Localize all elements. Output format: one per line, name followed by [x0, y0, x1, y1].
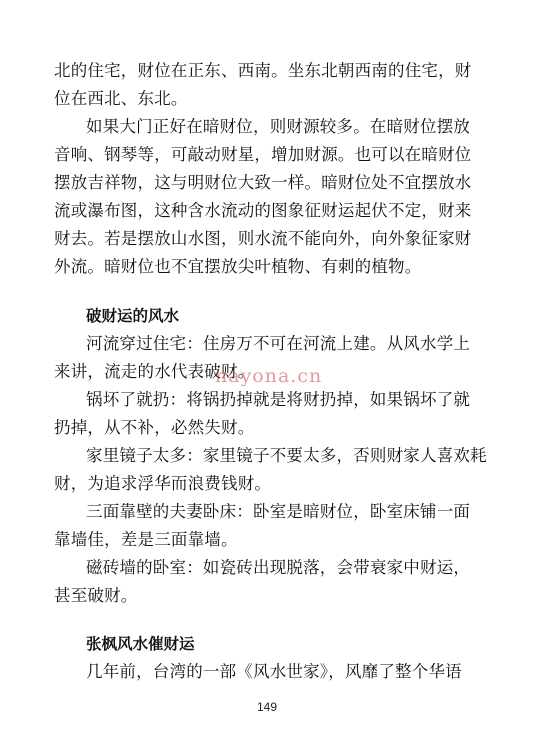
- text-line: 如果大门正好在暗财位，则财源较多。在暗财位摆放: [86, 117, 471, 136]
- text-line: 家里镜子太多：家里镜子不要太多，否则财家人喜欢耗: [86, 446, 487, 465]
- text-line: 流或瀑布图，这种含水流动的图象征财运起伏不定，财来: [54, 201, 472, 220]
- text-line: 磁砖墙的卧室：如瓷砖出现脱落，会带衰家中财运，: [86, 558, 471, 577]
- text-line: 甚至破财。: [54, 586, 138, 605]
- text-line: 几年前，台湾的一部《风水世家》，风靡了整个华语: [86, 662, 462, 681]
- text-line: 三面靠壁的夫妻卧床：卧室是暗财位，卧室床铺一面: [86, 502, 471, 521]
- text-line: 位在西北、东北。: [54, 89, 188, 108]
- text-line: 摆放吉祥物，这与明财位大致一样。暗财位处不宜摆放水: [54, 173, 472, 192]
- text-line: 靠墙佳，差是三面靠墙。: [54, 530, 238, 549]
- text-line: 锅坏了就扔：将锅扔掉就是将财扔掉，如果锅坏了就: [86, 390, 471, 409]
- watermark: nayona.cn: [215, 365, 323, 387]
- text-line: 外流。暗财位也不宜摆放尖叶植物、有刺的植物。: [54, 257, 422, 276]
- text-line: 财去。若是摆放山水图，则水流不能向外，向外象征家财: [54, 229, 472, 248]
- page-number: 149: [256, 700, 278, 714]
- section-heading: 张枫风水催财运: [86, 635, 195, 653]
- text-line: 财，为追求浮华而浪费钱财。: [54, 474, 272, 493]
- text-line: 音响、钢琴等，可敲动财星，增加财源。也可以在暗财位: [54, 145, 472, 164]
- text-line: 河流穿过住宅：住房万不可在河流上建。从风水学上: [86, 334, 471, 353]
- text-line: 北的住宅，财位在正东、西南。坐东北朝西南的住宅，财: [54, 61, 472, 80]
- text-line: 扔掉，从不补，必然失财。: [54, 418, 255, 437]
- section-heading: 破财运的风水: [86, 307, 180, 325]
- text-line: 来讲，流走的水代表破财。: [54, 362, 255, 381]
